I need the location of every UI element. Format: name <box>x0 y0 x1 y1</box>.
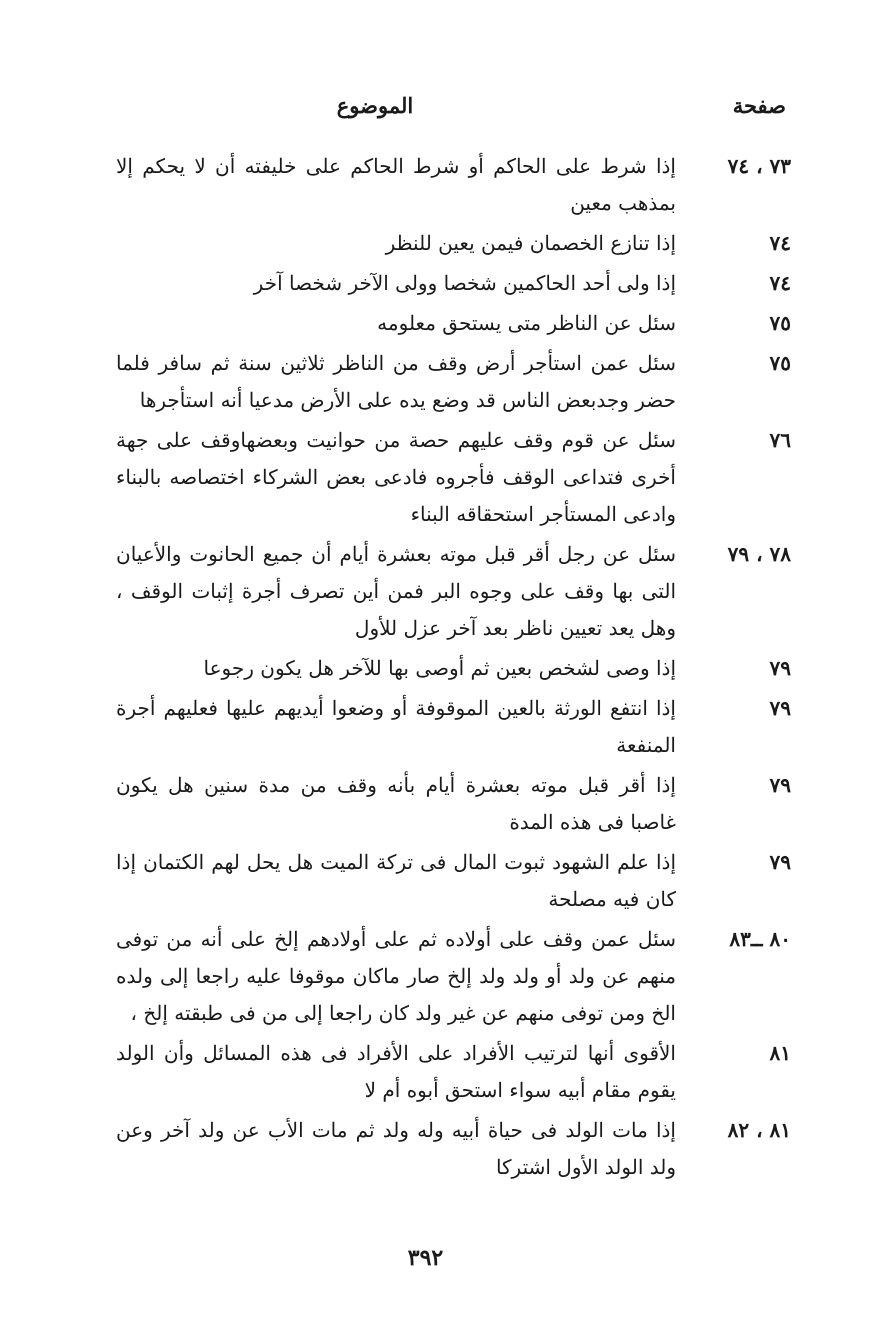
toc-page-ref: ٧٩ <box>769 773 791 797</box>
toc-entry <box>91 1112 791 1186</box>
toc-entry <box>91 536 791 647</box>
toc-page-ref: ٧٤ <box>769 231 791 255</box>
toc-page-ref: ٧٥ <box>769 351 791 375</box>
toc-topic: الأقوى أنها لترتيب الأفراد على الأفراد فى هذه المسائل وأن الولد يقوم مقام أبيه سواء استحق أبوه أم لا <box>116 1041 676 1102</box>
toc-entry <box>91 345 791 419</box>
toc-page-ref: ٧٣ ، ٧٤ <box>727 154 791 178</box>
toc-page-ref: ٧٦ <box>769 428 791 452</box>
toc-page-ref: ٨١ ، ٨٢ <box>727 1118 791 1142</box>
toc-topic: إذا ولى أحد الحاكمين شخصا وولى الآخر شخصا آخر <box>253 271 676 295</box>
toc-entry <box>91 1035 791 1109</box>
toc-topic: إذا شرط على الحاكم أو شرط الحاكم على خليفته أن لا يحكم إلا بمذهب معين <box>116 154 676 215</box>
toc-page-ref: ٧٩ <box>769 850 791 874</box>
page-number: ٣٩٢ <box>407 1245 444 1271</box>
table-of-contents <box>91 148 791 1189</box>
toc-page-ref: ٧٩ <box>769 696 791 720</box>
toc-topic: سئل عمن استأجر أرض وقف من الناظر ثلاثين سنة ثم سافر فلما حضر وجدبعض الناس قد وضع يده على الأرض مدعيا أنه استأجرها <box>116 351 676 412</box>
toc-topic: سئل عن رجل أقر قبل موته بعشرة أيام أن جميع الحانوت والأعيان التى بها وقف على وجوه البر فمن أين تصرف أجرة إثبات الوقف ، وهل يعد تعيين ناظر بعد آخر عزل للأول <box>116 542 676 640</box>
toc-entry <box>91 844 791 918</box>
toc-entry <box>91 921 791 1032</box>
toc-entry <box>91 305 791 342</box>
toc-topic: سئل عن قوم وقف عليهم حصة من حوانيت وبعضهاوقف على جهة أخرى فتداعى الوقف فأجروه فادعى بعض الشركاء اختصاصه بالبناء وادعى المستأجر استحقاقه البناء <box>116 428 676 526</box>
topic-column-header: الموضوع <box>336 93 414 118</box>
toc-topic: إذا مات الولد فى حياة أبيه وله ولد ثم مات الأب عن ولد آخر وعن ولد الولد الأول اشتركا <box>116 1118 676 1179</box>
toc-topic: إذا أقر قبل موته بعشرة أيام بأنه وقف من مدة سنين هل يكون غاصبا فى هذه المدة <box>116 773 676 834</box>
toc-topic: إذا انتفع الورثة بالعين الموقوفة أو وضعوا أيديهم عليها فعليهم أجرة المنفعة <box>116 696 676 757</box>
toc-entry <box>91 767 791 841</box>
toc-entry <box>91 690 791 764</box>
toc-page-ref: ٧٤ <box>769 271 791 295</box>
toc-entry <box>91 265 791 302</box>
toc-entry <box>91 148 791 222</box>
page-column-header: صفحة <box>732 93 786 118</box>
toc-topic: إذا علم الشهود ثبوت المال فى تركة الميت هل يحل لهم الكتمان إذا كان فيه مصلحة <box>116 850 676 911</box>
toc-topic: إذا تنازع الخصمان فيمن يعين للنظر <box>385 231 676 255</box>
toc-page-ref: ٧٥ <box>769 311 791 335</box>
toc-page-ref: ٧٨ ، ٧٩ <box>727 542 791 566</box>
toc-page-ref: ٧٩ <box>769 656 791 680</box>
toc-entry <box>91 422 791 533</box>
toc-topic: سئل عمن وقف على أولاده ثم على أولادهم إلخ على أنه من توفى منهم عن ولد أو ولد ولد إلخ صار ماكان موقوفا عليه راجعا إلى ولده الخ ومن توفى منهم عن غير ولد كان راجعا إلى من فى طبقته إلخ ، <box>116 927 676 1025</box>
toc-topic: سئل عن الناظر متى يستحق معلومه <box>377 311 676 335</box>
toc-entry <box>91 650 791 687</box>
toc-entry <box>91 225 791 262</box>
toc-page-ref: ٨٠ ــ٨٣ <box>729 927 791 951</box>
toc-page-ref: ٨١ <box>769 1041 791 1065</box>
toc-topic: إذا وصى لشخص بعين ثم أوصى بها للآخر هل يكون رجوعا <box>203 656 676 680</box>
